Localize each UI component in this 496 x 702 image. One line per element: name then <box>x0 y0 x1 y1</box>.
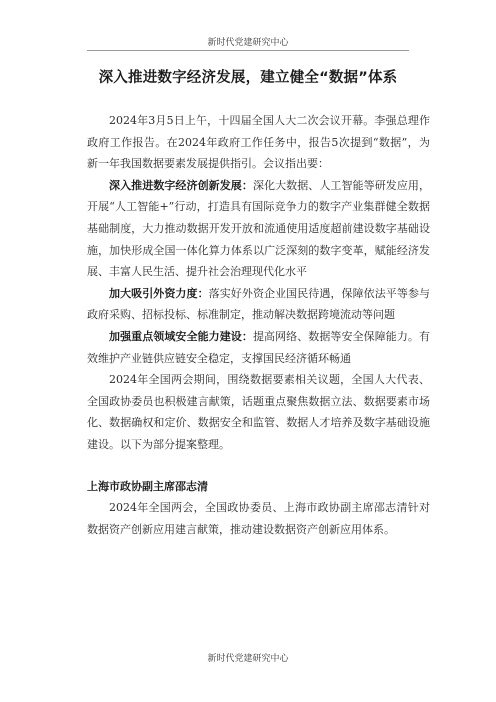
header-rule <box>87 50 409 51</box>
paragraph-shao-zhiqing: 2024年全国两会，全国政协委员、上海市政协副主席邵志清针对数据资产创新应用建言献策，推动建设数据资产创新应用体系。 <box>87 501 430 536</box>
paragraph-security <box>87 326 430 369</box>
paragraph-digital-economy <box>87 175 430 283</box>
article-body <box>87 110 430 540</box>
section-heading: 上海市政协副主席邵志清 <box>87 479 208 493</box>
paragraph-foreign-investment-text: 落实好外资企业国民待遇，保障依法平等参与政府采购、招标投标、标准制定，推动解决数据跨境流动等问题 <box>87 286 431 322</box>
running-header: 新时代党建研究中心 <box>207 38 289 48</box>
article-title: 深入推进数字经济发展，建立健全“数据”体系 <box>98 70 398 86</box>
paragraph-security-lead: 加强重点领域安全能力建设： <box>109 329 253 343</box>
paragraph-two-sessions: 2024年全国两会期间，围绕数据要素相关议题，全国人大代表、全国政协委员也积极建言献策，话题重点聚焦数据立法、数据要素市场化、数据确权和定价、数据安全和监管、数据人才培养及数字基础设施建设。以下为部分提案整理。 <box>87 373 430 451</box>
paragraph-foreign-investment <box>87 283 430 326</box>
paragraph-foreign-investment-lead: 加大吸引外资力度： <box>109 286 209 300</box>
paragraph-digital-economy-lead: 深入推进数字经济创新发展： <box>109 178 253 192</box>
paragraph-digital-economy-text: 深化大数据、人工智能等研发应用，开展“人工智能+”行动，打造具有国际竞争力的数字产业集群健全数据基础制度，大力推动数据开发开放和流通使用适度超前建设数字基础设施，加快形成全国一体化算力体系以广泛深刻的数字变革，赋能经济发展、丰富人民生活、提升社会治理现代化水平 <box>87 178 431 279</box>
paragraph-security-text: 提高网络、数据等安全保障能力。有效维护产业链供应链安全稳定，支撑国民经济循环畅通 <box>87 329 431 365</box>
paragraph-intro: 2024年3月5日上午，十四届全国人大二次会议开幕。李强总理作政府工作报告。在2024年政府工作任务中，报告5次提到“数据”，为新一年我国数据要素发展提供指引。会议指出要： <box>87 114 430 171</box>
running-footer: 新时代党建研究中心 <box>207 654 289 664</box>
